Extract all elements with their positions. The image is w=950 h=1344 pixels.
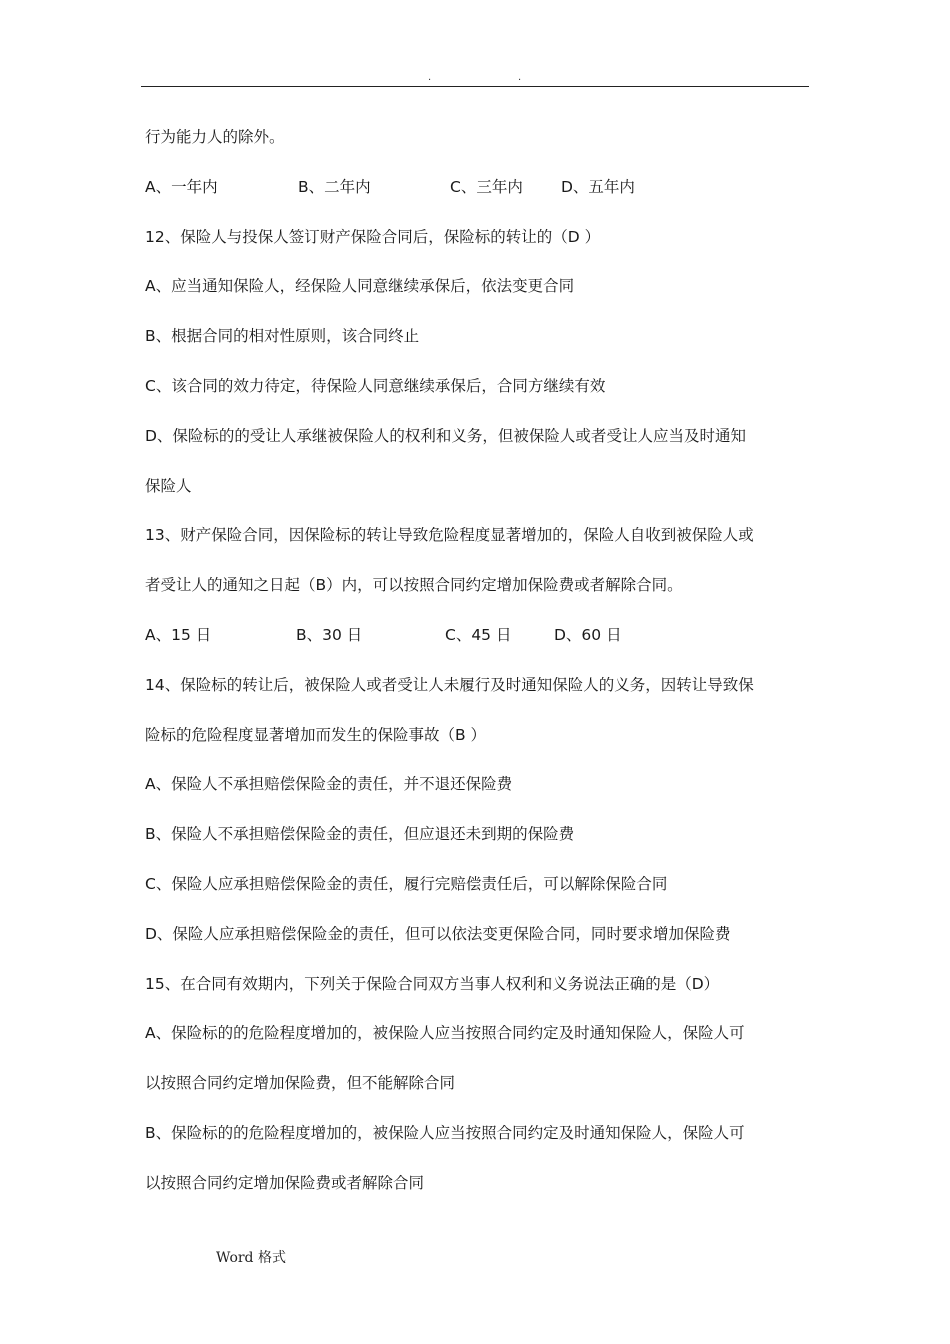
header-dot-right: . xyxy=(518,72,522,83)
option-line: D、保险人应承担赔偿保险金的责任，但可以依法变更保险合同，同时要求增加保险费 xyxy=(145,924,731,943)
option-line: C、该合同的效力待定，待保险人同意继续承保后，合同方继续有效 xyxy=(145,376,606,395)
option-line: A、保险人不承担赔偿保险金的责任，并不退还保险费 xyxy=(145,775,513,794)
option-line: B、保险人不承担赔偿保险金的责任，但应退还未到期的保险费 xyxy=(145,825,575,844)
text-line: 保险人 xyxy=(145,476,192,495)
question-14: 14、保险标的转让后，被保险人或者受让人未履行及时通知保险人的义务，因转让导致保 xyxy=(145,675,754,694)
option-a: A、一年内 xyxy=(145,177,218,196)
option-line: B、根据合同的相对性原则，该合同终止 xyxy=(145,327,420,346)
option-b: B、二年内 xyxy=(298,177,371,196)
option-a: A、15 日 xyxy=(145,625,212,644)
text-line: 行为能力人的除外。 xyxy=(145,128,285,146)
header-rule xyxy=(141,86,809,87)
text-line: 险标的危险程度显著增加而发生的保险事故（B ） xyxy=(145,725,487,744)
options-row-q13 xyxy=(145,611,815,661)
option-line: A、应当通知保险人，经保险人同意继续承保后，依法变更合同 xyxy=(145,277,575,296)
question-12: 12、保险人与投保人签订财产保险合同后，保险标的转让的（D ） xyxy=(145,227,601,246)
option-c: C、45 日 xyxy=(445,625,512,644)
option-line: B、保险标的的危险程度增加的，被保险人应当按照合同约定及时通知保险人，保险人可 xyxy=(145,1123,745,1142)
option-line: C、保险人应承担赔偿保险金的责任，履行完赔偿责任后，可以解除保险合同 xyxy=(145,874,668,893)
text-line: 者受让人的通知之日起（B）内，可以按照合同约定增加保险费或者解除合同。 xyxy=(145,576,683,595)
question-13: 13、财产保险合同，因保险标的转让导致危险程度显著增加的，保险人自收到被保险人或 xyxy=(145,526,754,545)
option-line: D、保险标的的受让人承继被保险人的权利和义务，但被保险人或者受让人应当及时通知 xyxy=(145,426,746,445)
option-d: D、五年内 xyxy=(561,177,635,196)
text-line: 以按照合同约定增加保险费，但不能解除合同 xyxy=(145,1074,456,1093)
option-d: D、60 日 xyxy=(554,625,622,644)
option-c: C、三年内 xyxy=(450,177,523,196)
footer-label: Word 格式 xyxy=(216,1250,286,1266)
question-15: 15、在合同有效期内，下列关于保险合同双方当事人权利和义务说法正确的是（D） xyxy=(145,974,720,993)
option-line: A、保险标的的危险程度增加的，被保险人应当按照合同约定及时通知保险人，保险人可 xyxy=(145,1024,745,1043)
options-row-q11 xyxy=(145,163,815,213)
document-body xyxy=(145,113,815,1209)
header-dot-left: . xyxy=(428,72,432,83)
option-b: B、30 日 xyxy=(296,625,363,644)
text-line: 以按照合同约定增加保险费或者解除合同 xyxy=(145,1173,425,1192)
